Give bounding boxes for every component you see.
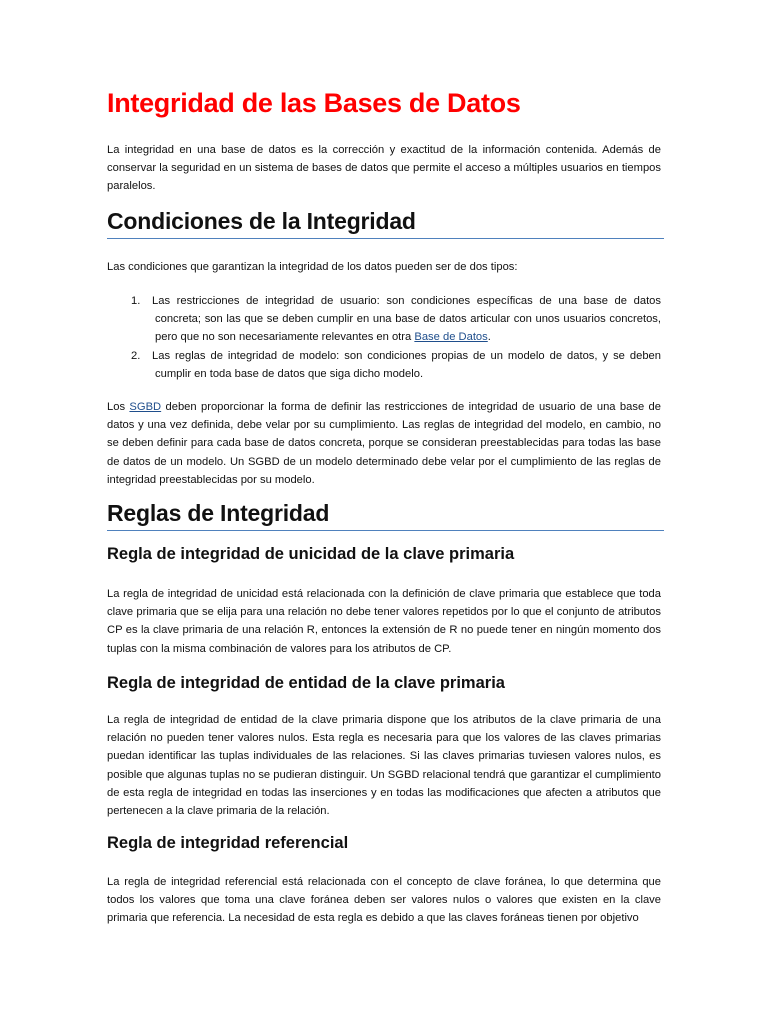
sgbd-paragraph: Los SGBD deben proporcionar la forma de definir las restricciones de integridad de usuario de una base de datos y una vez definida, debe velar por su cumplimiento. Las reglas de integridad del modelo, en cambio, no se deben definir para cada base de datos concreta, porque se consideran preestablecidas para todas las base de datos de un modelo. Un SGBD de un modelo determinado debe velar por el cumplimiento de las reglas de integridad preestablecidas por su modelo. [107,401,661,486]
rule-paragraph-entidad: La regla de integridad de entidad de la clave primaria dispone que los atributos de la clave primaria de una relación no pueden tener valores nulos. Esta regla es necesaria para que los valores de las claves primarias puedan identificar las tuplas individuales de las relaciones. Si las claves primarias tuviesen valores nulos, es posible que algunas tuplas no se pudieran distinguir. Un SGBD relacional tendrá que garantizar el cumplimiento de esta regla de integridad en todas las inserciones y en todas las modificaciones que afecten a atributos que pertenecen a la clave primaria de la relación. [107,714,661,818]
list-item [107,292,661,347]
page-title: Integridad de las Bases de Datos [107,88,521,118]
rule-heading-entidad: Regla de integridad de entidad de la clave primaria [107,674,505,692]
rule-heading-unicidad: Regla de integridad de unicidad de la clave primaria [107,545,515,563]
base-de-datos-link[interactable]: Base de Datos [414,331,488,344]
rule-paragraph-unicidad: La regla de integridad de unicidad está relacionada con la definición de clave primaria que establece que toda clave primaria que se elija para una relación no debe tener valores repetidos por lo que el conjunto de atributos CP es la clave primaria de una relación R, entonces la extensión de R no puede tener en ningún momento dos tuplas con la misma combinación de valores para los atributos de CP. [107,588,661,655]
conditions-lead-paragraph: Las condiciones que garantizan la integridad de los datos pueden ser de dos tipos: [107,261,518,273]
rule-paragraph-referencial: La regla de integridad referencial está relacionada con el concepto de clave foránea, lo que determina que todos los valores que toma una clave foránea deben ser valores nulos o valores que existen en la clave primaria que referencia. La necesidad de esta regla es debido a que las claves foráneas tienen por objetivo [107,876,661,925]
sgbd-link[interactable]: SGBD [129,401,162,413]
rule-heading-referencial: Regla de integridad referencial [107,834,349,852]
list-item [107,347,661,383]
list-item-number: 2. [131,349,141,362]
list-item-text: Las restricciones de integridad de usuario: son condiciones específicas de una base de datos concreta; son las que se deben cumplir en una base de datos articular con unos usuarios concretos, pero que no son necesariamente relevantes en otra Base de Datos. [152,295,661,344]
list-item-number: 1. [131,295,141,307]
section-heading-condiciones: Condiciones de la Integridad [107,208,664,239]
section-heading-reglas: Reglas de Integridad [107,500,664,531]
conditions-list [107,292,661,383]
intro-paragraph: La integridad en una base de datos es la corrección y exactitud de la información contenida. Además de conservar la seguridad en un sistema de bases de datos que permite el acceso a múltiples usuarios en tiempos paralelos. [107,144,661,193]
list-item-text: Las reglas de integridad de modelo: son condiciones propias de un modelo de datos, y se deben cumplir en toda base de datos que siga dicho modelo. [152,349,661,380]
